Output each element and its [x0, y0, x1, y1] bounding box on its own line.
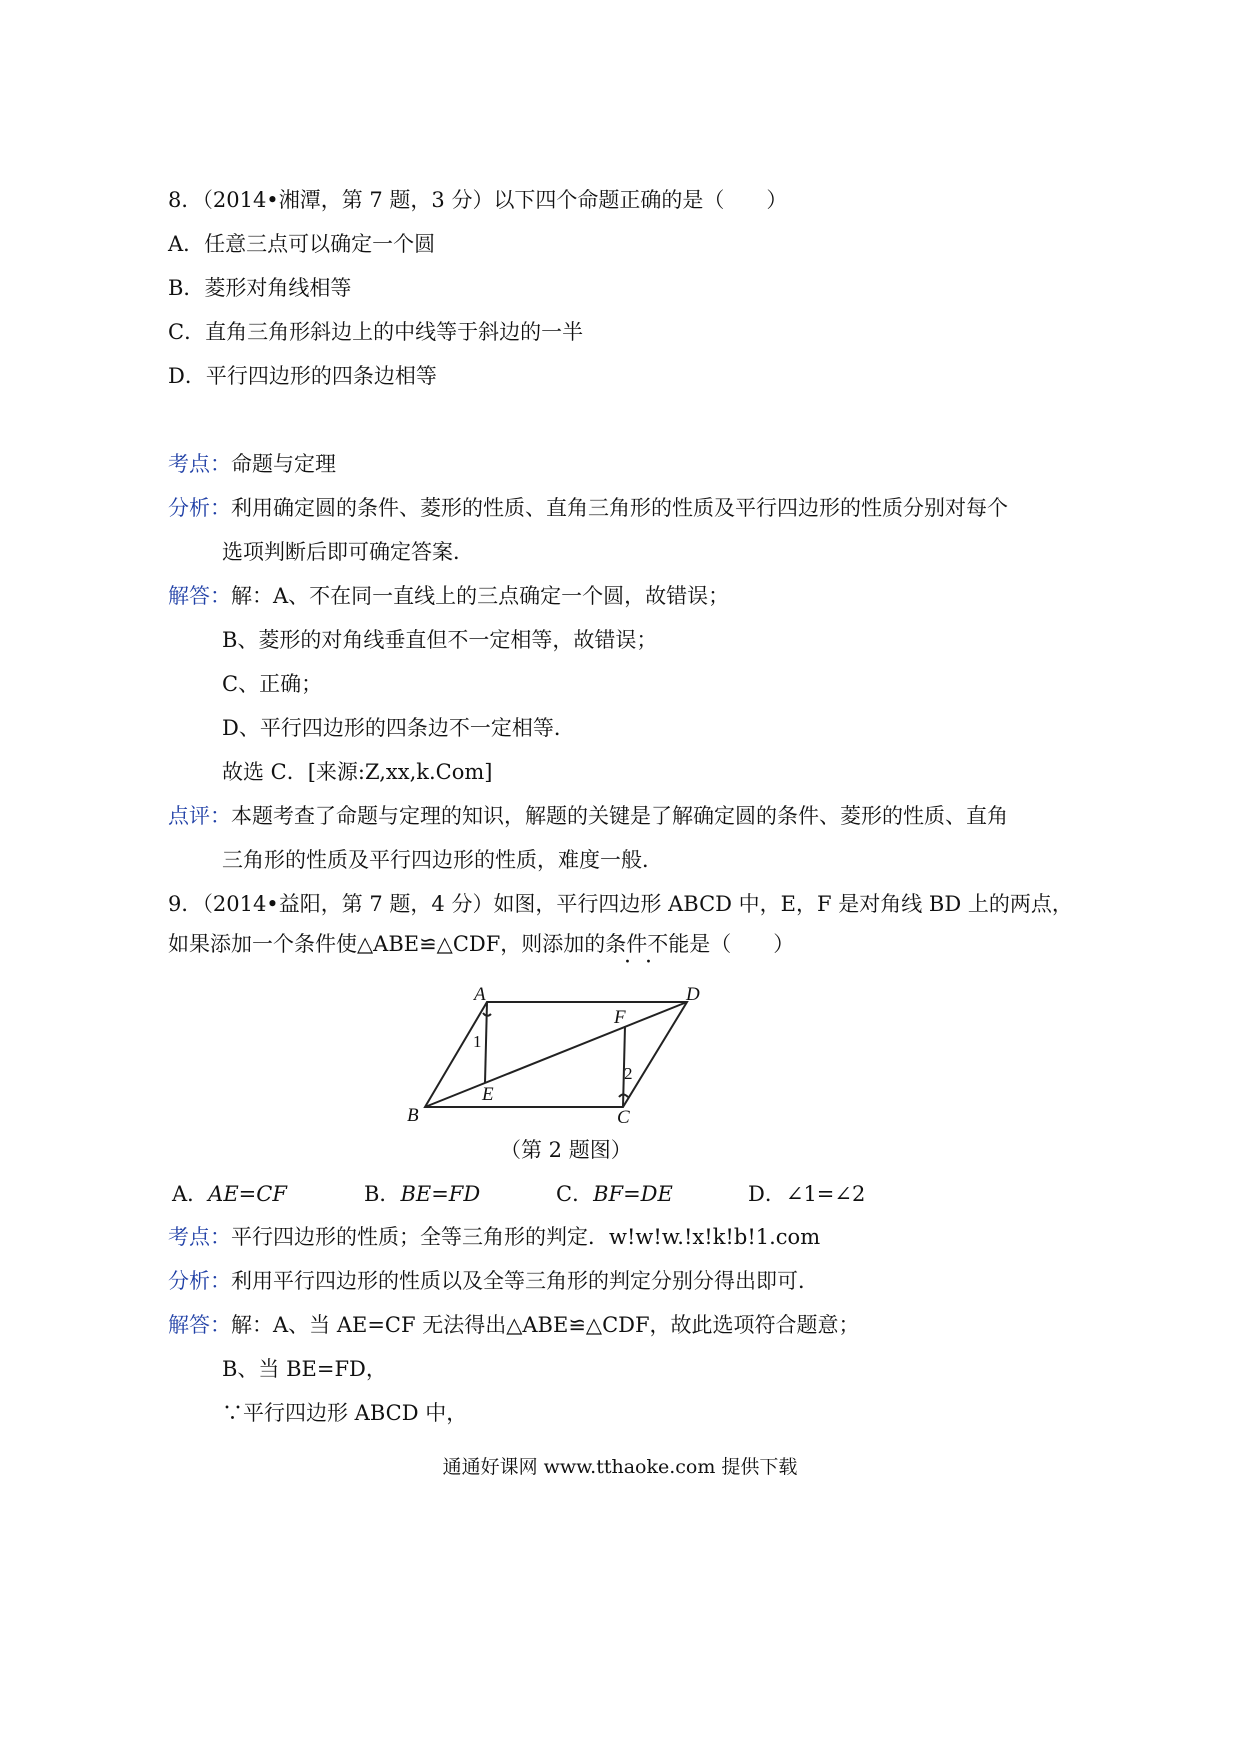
- page-footer: 通通好课网 www.tthaoke.com 提供下载: [442, 1456, 798, 1478]
- q9-emphasis-not: 不能: [647, 932, 690, 956]
- label-b: B: [407, 1105, 419, 1126]
- jieda-text: 解：A、不在同一直线上的三点确定一个圆，故错误；: [231, 584, 730, 608]
- diagonal-bd: [425, 1002, 687, 1107]
- q8-dianping: [168, 802, 1008, 830]
- q9-stem-line2: [168, 930, 794, 958]
- q9-option-a: [172, 1180, 287, 1208]
- q8-fenxi: [168, 494, 1008, 522]
- label-angle-1: 1: [473, 1032, 482, 1051]
- fenxi-text: 利用平行四边形的性质以及全等三角形的判定分别分得出即可．: [231, 1269, 819, 1293]
- fenxi-label: 分析：: [168, 496, 231, 520]
- label-d: D: [686, 984, 700, 1005]
- q9-stem-line1: 9．（2014•益阳，第 7 题，4 分）如图，平行四边形 ABCD 中，E，F 是对角线 BD 上的两点，: [168, 892, 1073, 916]
- q9-jieda-b: B、当 BE=FD，: [222, 1357, 387, 1381]
- kaodian-label: 考点：: [168, 452, 231, 476]
- jieda-label: 解答：: [168, 584, 231, 608]
- jieda-text: 解：A、当 AE=CF 无法得出△ABE≌△CDF，故此选项符合题意；: [231, 1313, 860, 1337]
- emphasis-dots: ··: [624, 950, 666, 975]
- label-c: C: [617, 1107, 630, 1128]
- fenxi-label: 分析：: [168, 1269, 231, 1293]
- q8-option-a: A．任意三点可以确定一个圆: [168, 232, 436, 256]
- q8-fenxi-cont: 选项判断后即可确定答案．: [222, 540, 474, 564]
- kaodian-label: 考点：: [168, 1225, 231, 1249]
- q8-option-c: C．直角三角形斜边上的中线等于斜边的一半: [168, 320, 584, 344]
- q9-option-d-text: ∠1=∠2: [785, 1182, 866, 1206]
- q9-option-b-letter: B．: [364, 1182, 401, 1206]
- parallelogram-figure: [395, 980, 725, 1130]
- q8-stem: 8．（2014•湘潭，第 7 题，3 分）以下四个命题正确的是（ ）: [168, 188, 788, 212]
- jieda-label: 解答：: [168, 1313, 231, 1337]
- dianping-label: 点评：: [168, 804, 231, 828]
- label-angle-2: 2: [624, 1064, 633, 1083]
- kaodian-text: 平行四边形的性质；全等三角形的判定．w!w!w.!x!k!b!1.com: [231, 1225, 821, 1249]
- q8-jieda: [168, 582, 729, 610]
- figure-caption: （第 2 题图）: [500, 1138, 632, 1162]
- q9-kaodian: [168, 1223, 820, 1251]
- q8-dianping-cont: 三角形的性质及平行四边形的性质，难度一般．: [222, 848, 663, 872]
- q9-option-d: [748, 1180, 865, 1208]
- label-f: F: [614, 1007, 626, 1028]
- q9-option-c: [556, 1180, 673, 1208]
- label-e: E: [482, 1084, 494, 1105]
- q8-jieda-answer: 故选 C．[来源:Z,xx,k.Com]: [222, 760, 493, 784]
- q9-stem-part3: 是（ ）: [689, 932, 795, 956]
- q9-option-a-text: AE=CF: [208, 1182, 287, 1206]
- q8-kaodian: [168, 450, 336, 478]
- fenxi-text: 利用确定圆的条件、菱形的性质、直角三角形的性质及平行四边形的性质分别对每个: [231, 496, 1008, 520]
- q9-option-c-letter: C．: [556, 1182, 594, 1206]
- q8-jieda-d: D、平行四边形的四条边不一定相等．: [222, 716, 575, 740]
- q9-jieda: [168, 1311, 860, 1339]
- q9-fenxi: [168, 1267, 819, 1295]
- q8-jieda-c: C、正确；: [222, 672, 323, 696]
- q9-option-d-letter: D．: [748, 1182, 786, 1206]
- q9-jieda-because: ∵平行四边形 ABCD 中，: [222, 1401, 468, 1425]
- q8-jieda-b: B、菱形的对角线垂直但不一定相等，故错误；: [222, 628, 658, 652]
- q8-option-b: B．菱形对角线相等: [168, 276, 352, 300]
- label-a: A: [474, 984, 486, 1005]
- q9-option-c-text: BF=DE: [593, 1182, 673, 1206]
- q9-stem-part1: 如果添加一个条件使△ABE≌△CDF，则添加的条件: [168, 932, 648, 956]
- dianping-text: 本题考查了命题与定理的知识，解题的关键是了解确定圆的条件、菱形的性质、直角: [231, 804, 1008, 828]
- q9-option-a-letter: A．: [172, 1182, 209, 1206]
- q9-option-b: [364, 1180, 480, 1208]
- kaodian-text: 命题与定理: [231, 452, 336, 476]
- q8-option-d: D．平行四边形的四条边相等: [168, 364, 437, 388]
- q9-option-b-text: BE=FD: [400, 1182, 481, 1206]
